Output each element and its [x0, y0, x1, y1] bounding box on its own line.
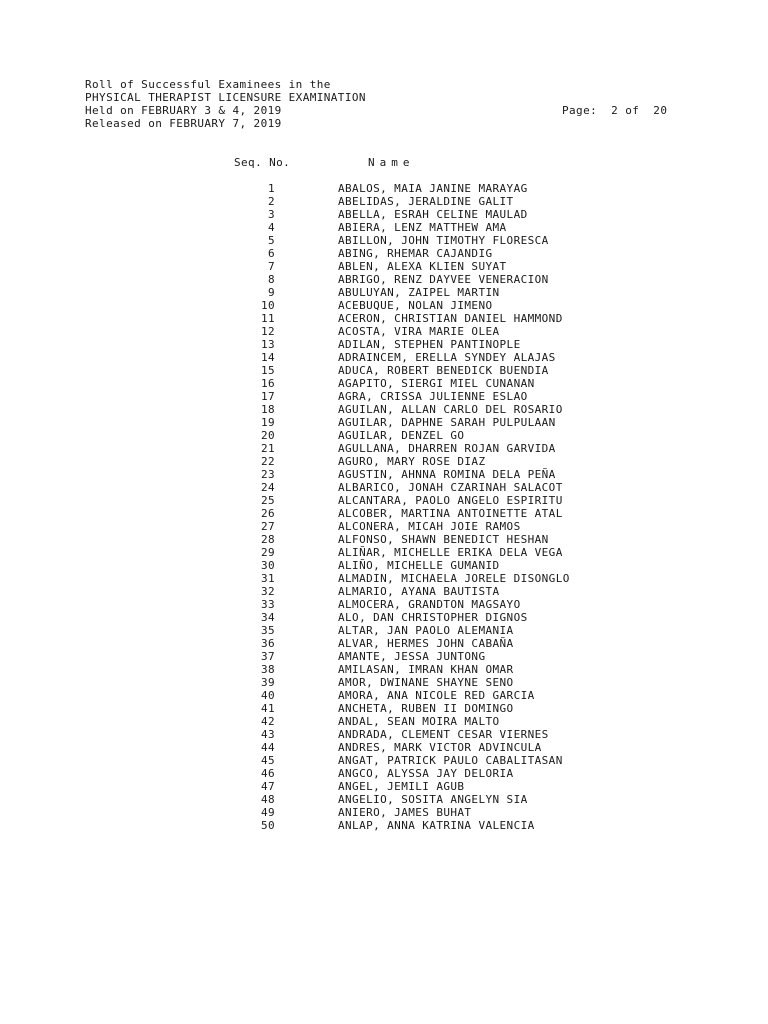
examinee-name: AGUILAR, DAPHNE SARAH PULPULAAN: [338, 416, 556, 429]
header-title-line: Roll of Successful Examinees in the: [85, 78, 331, 91]
seq-number: 2: [267, 195, 275, 208]
seq-number: 12: [260, 325, 275, 338]
seq-number: 17: [260, 390, 275, 403]
examinee-name: ADUCA, ROBERT BENEDICK BUENDIA: [338, 364, 549, 377]
list-item: [0, 780, 768, 793]
seq-number: 19: [260, 416, 275, 429]
list-item: [0, 767, 768, 780]
examinee-name: AMOR, DWINANE SHAYNE SENO: [338, 676, 514, 689]
seq-number: 16: [260, 377, 275, 390]
examinee-name: AMORA, ANA NICOLE RED GARCIA: [338, 689, 535, 702]
examinee-name: ABING, RHEMAR CAJANDIG: [338, 247, 493, 260]
examinee-name: ABULUYAN, ZAIPEL MARTIN: [338, 286, 500, 299]
examinee-name: ABILLON, JOHN TIMOTHY FLORESCA: [338, 234, 549, 247]
examinee-name: ALMADIN, MICHAELA JORELE DISONGLO: [338, 572, 570, 585]
examinee-name: AGUILAN, ALLAN CARLO DEL ROSARIO: [338, 403, 563, 416]
seq-number: 20: [260, 429, 275, 442]
list-item: [0, 793, 768, 806]
seq-number: 29: [260, 546, 275, 559]
list-item: [0, 377, 768, 390]
list-item: [0, 572, 768, 585]
examinee-name: AGURO, MARY ROSE DIAZ: [338, 455, 486, 468]
seq-number: 42: [260, 715, 275, 728]
list-item: [0, 728, 768, 741]
examinee-name: ACERON, CHRISTIAN DANIEL HAMMOND: [338, 312, 563, 325]
list-item: [0, 637, 768, 650]
exam-dates: Held on FEBRUARY 3 & 4, 2019: [85, 104, 282, 117]
examinee-name: ACEBUQUE, NOLAN JIMENO: [338, 299, 493, 312]
seq-number: 25: [260, 494, 275, 507]
seq-number: 31: [260, 572, 275, 585]
seq-number: 38: [260, 663, 275, 676]
list-item: [0, 273, 768, 286]
seq-number: 10: [260, 299, 275, 312]
examinee-name: ALIÑO, MICHELLE GUMANID: [338, 559, 500, 572]
seq-number: 48: [260, 793, 275, 806]
list-item: [0, 585, 768, 598]
list-item: [0, 624, 768, 637]
seq-number: 22: [260, 455, 275, 468]
seq-number: 49: [260, 806, 275, 819]
examinee-name: ALVAR, HERMES JOHN CABAÑA: [338, 637, 514, 650]
list-item: [0, 507, 768, 520]
seq-number: 23: [260, 468, 275, 481]
examinee-name: ANLAP, ANNA KATRINA VALENCIA: [338, 819, 535, 832]
examinee-name: ADRAINCEM, ERELLA SYNDEY ALAJAS: [338, 351, 556, 364]
release-date: Released on FEBRUARY 7, 2019: [85, 117, 282, 130]
list-item: [0, 520, 768, 533]
seq-number: 1: [267, 182, 275, 195]
list-item: [0, 195, 768, 208]
seq-number: 44: [260, 741, 275, 754]
seq-number: 40: [260, 689, 275, 702]
list-item: [0, 650, 768, 663]
examinee-name: ABELLA, ESRAH CELINE MAULAD: [338, 208, 528, 221]
examinee-name: ANCHETA, RUBEN II DOMINGO: [338, 702, 514, 715]
examinee-name: ALO, DAN CHRISTOPHER DIGNOS: [338, 611, 528, 624]
examinee-name: ANGELIO, SOSITA ANGELYN SIA: [338, 793, 528, 806]
list-item: [0, 260, 768, 273]
examinee-name: ALIÑAR, MICHELLE ERIKA DELA VEGA: [338, 546, 563, 559]
seq-number: 33: [260, 598, 275, 611]
seq-number: 4: [267, 221, 275, 234]
list-item: [0, 390, 768, 403]
seq-number: 5: [267, 234, 275, 247]
seq-number: 14: [260, 351, 275, 364]
examinee-name: ADILAN, STEPHEN PANTINOPLE: [338, 338, 521, 351]
examinee-name: ALMOCERA, GRANDTON MAGSAYO: [338, 598, 521, 611]
list-item: [0, 611, 768, 624]
examinee-name: AGRA, CRISSA JULIENNE ESLAO: [338, 390, 528, 403]
seq-number: 21: [260, 442, 275, 455]
list-item: [0, 286, 768, 299]
list-item: [0, 208, 768, 221]
seq-number: 13: [260, 338, 275, 351]
examinee-name: AMANTE, JESSA JUNTONG: [338, 650, 486, 663]
name-column-header: Name: [368, 156, 415, 169]
list-item: [0, 325, 768, 338]
seq-number: 15: [260, 364, 275, 377]
seq-number: 34: [260, 611, 275, 624]
exam-name: PHYSICAL THERAPIST LICENSURE EXAMINATION: [85, 91, 366, 104]
examinee-name: ABLEN, ALEXA KLIEN SUYAT: [338, 260, 507, 273]
list-item: [0, 182, 768, 195]
seq-number: 18: [260, 403, 275, 416]
seq-number: 47: [260, 780, 275, 793]
list-item: [0, 689, 768, 702]
seq-number: 11: [260, 312, 275, 325]
list-item: [0, 702, 768, 715]
list-item: [0, 819, 768, 832]
examinee-name: ANDRES, MARK VICTOR ADVINCULA: [338, 741, 542, 754]
examinee-name: AGUSTIN, AHNNA ROMINA DELA PEÑA: [338, 468, 556, 481]
seq-number: 6: [267, 247, 275, 260]
examinee-name: ALTAR, JAN PAOLO ALEMANIA: [338, 624, 514, 637]
list-item: [0, 494, 768, 507]
examinee-name: ALMARIO, AYANA BAUTISTA: [338, 585, 500, 598]
list-item: [0, 481, 768, 494]
examinee-name: AGULLANA, DHARREN ROJAN GARVIDA: [338, 442, 556, 455]
examinee-name: ANDRADA, CLEMENT CESAR VIERNES: [338, 728, 549, 741]
seq-number: 8: [267, 273, 275, 286]
list-item: [0, 234, 768, 247]
examinee-name: ABELIDAS, JERALDINE GALIT: [338, 195, 514, 208]
list-item: [0, 806, 768, 819]
examinee-name: ALCANTARA, PAOLO ANGELO ESPIRITU: [338, 494, 563, 507]
examinee-name: ALCONERA, MICAH JOIE RAMOS: [338, 520, 521, 533]
list-item: [0, 338, 768, 351]
seq-number: 37: [260, 650, 275, 663]
seq-number: 27: [260, 520, 275, 533]
list-item: [0, 676, 768, 689]
list-item: [0, 312, 768, 325]
seq-number: 43: [260, 728, 275, 741]
examinee-name: ACOSTA, VIRA MARIE OLEA: [338, 325, 500, 338]
list-item: [0, 299, 768, 312]
seq-number: 36: [260, 637, 275, 650]
seq-number: 39: [260, 676, 275, 689]
seq-number: 9: [267, 286, 275, 299]
examinee-name: ANGAT, PATRICK PAULO CABALITASAN: [338, 754, 563, 767]
list-item: [0, 598, 768, 611]
examinee-name: ANGCO, ALYSSA JAY DELORIA: [338, 767, 514, 780]
list-item: [0, 429, 768, 442]
list-item: [0, 455, 768, 468]
examinee-name: AGAPITO, SIERGI MIEL CUNANAN: [338, 377, 535, 390]
list-item: [0, 247, 768, 260]
seq-number: 28: [260, 533, 275, 546]
seq-number: 26: [260, 507, 275, 520]
seq-number: 30: [260, 559, 275, 572]
list-item: [0, 754, 768, 767]
list-item: [0, 741, 768, 754]
list-item: [0, 559, 768, 572]
examinee-name: ANIERO, JAMES BUHAT: [338, 806, 472, 819]
seq-number: 41: [260, 702, 275, 715]
list-item: [0, 715, 768, 728]
seq-number: 24: [260, 481, 275, 494]
seq-number: 35: [260, 624, 275, 637]
examinee-name: ALCOBER, MARTINA ANTOINETTE ATAL: [338, 507, 563, 520]
examinee-name: ABRIGO, RENZ DAYVEE VENERACION: [338, 273, 549, 286]
list-item: [0, 364, 768, 377]
list-item: [0, 468, 768, 481]
seq-number: 50: [260, 819, 275, 832]
seq-number: 3: [267, 208, 275, 221]
seq-number: 7: [267, 260, 275, 273]
list-item: [0, 442, 768, 455]
examinee-name: ABIERA, LENZ MATTHEW AMA: [338, 221, 507, 234]
examinee-name: AGUILAR, DENZEL GO: [338, 429, 465, 442]
list-item: [0, 351, 768, 364]
list-item: [0, 546, 768, 559]
seq-column-header: Seq. No.: [234, 156, 291, 169]
examinee-name: ALFONSO, SHAWN BENEDICT HESHAN: [338, 533, 549, 546]
list-item: [0, 533, 768, 546]
examinee-name: ANGEL, JEMILI AGUB: [338, 780, 465, 793]
examinee-name: AMILASAN, IMRAN KHAN OMAR: [338, 663, 514, 676]
examinee-name: ABALOS, MAIA JANINE MARAYAG: [338, 182, 528, 195]
examinee-name: ALBARICO, JONAH CZARINAH SALACOT: [338, 481, 563, 494]
list-item: [0, 663, 768, 676]
list-item: [0, 403, 768, 416]
examinee-list: [0, 182, 768, 832]
seq-number: 46: [260, 767, 275, 780]
seq-number: 32: [260, 585, 275, 598]
page-number: Page: 2 of 20: [562, 104, 668, 117]
list-item: [0, 416, 768, 429]
seq-number: 45: [260, 754, 275, 767]
examinee-name: ANDAL, SEAN MOIRA MALTO: [338, 715, 500, 728]
list-item: [0, 221, 768, 234]
